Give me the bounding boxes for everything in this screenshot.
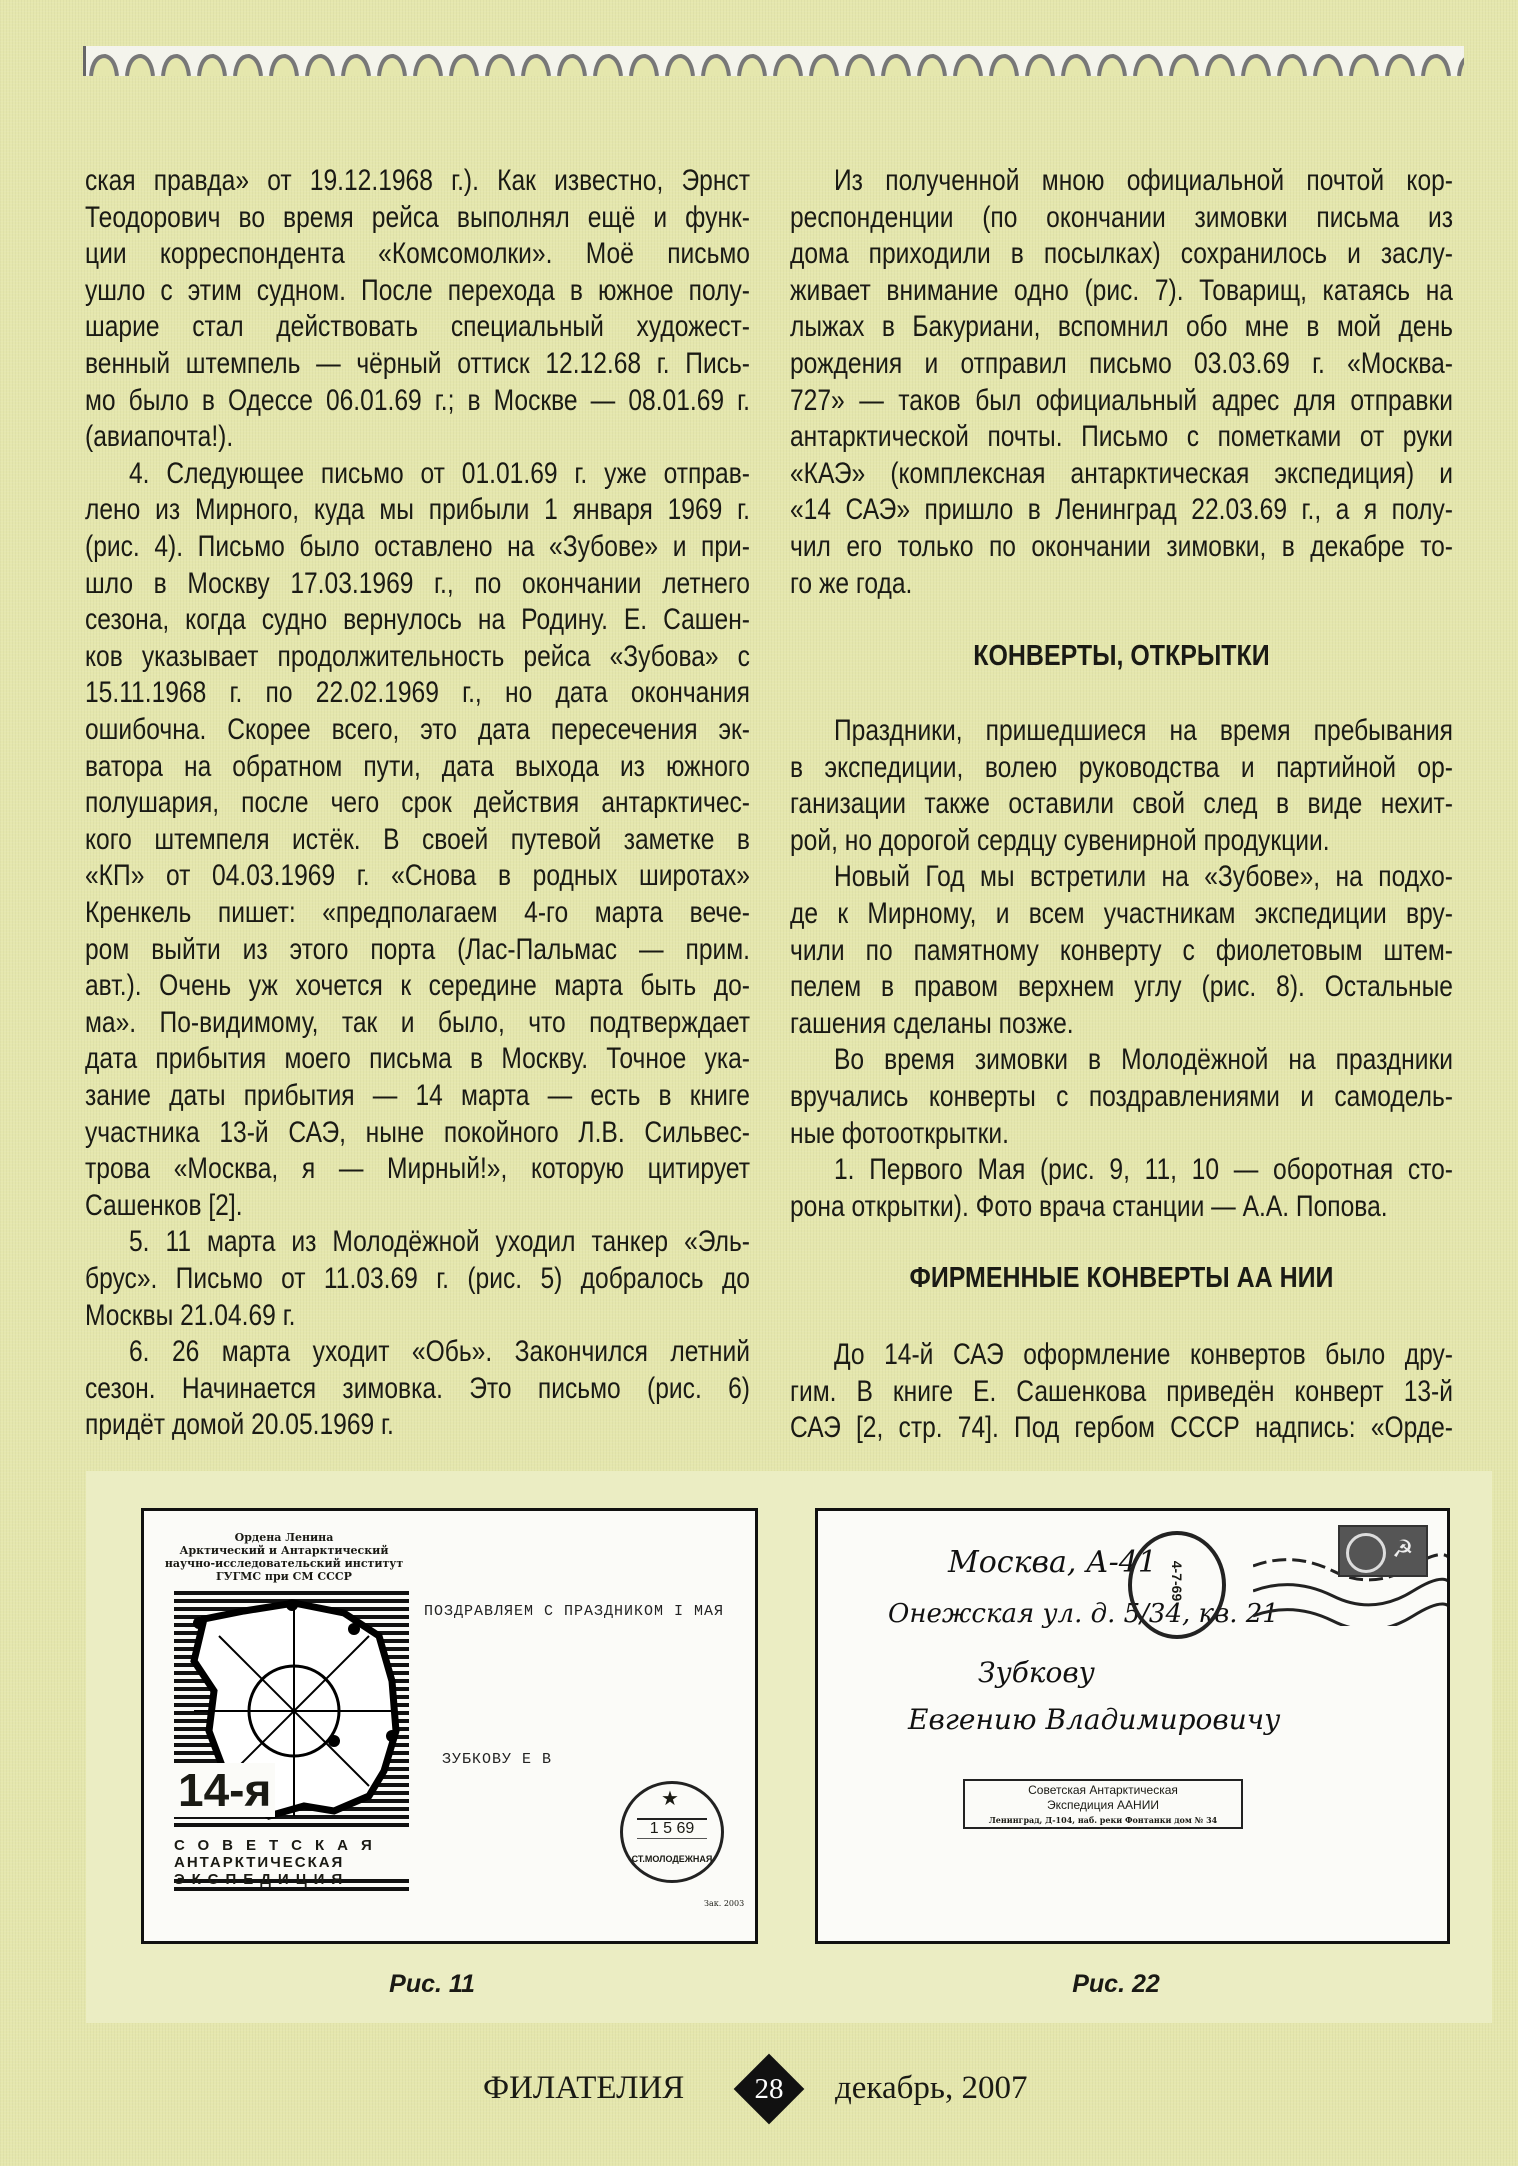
text-line: в экспедиции, волею руководства и партийной ор- xyxy=(790,750,1453,784)
text-line: сезона, когда судно вернулось на Родину. Е. Сашен- xyxy=(85,603,750,637)
page-number: 28 xyxy=(754,2073,784,2105)
text-line: дата прибытия моего письма в Москву. Точное ука- xyxy=(85,1042,750,1076)
text-line: трова «Москва, я — Мирный!», которую цитирует xyxy=(85,1152,750,1186)
text-line: ошибочна. Скорее всего, это дата пересечения эк- xyxy=(85,713,750,746)
addressee-text: ЗУБКОВУ Е В xyxy=(442,1751,553,1768)
text-line: ные фотооткрытки. xyxy=(790,1116,1009,1150)
text-line: ции корреспондента «Комсомолки». Моё письмо xyxy=(85,237,750,271)
text-line: кого штемпеля истёк. В своей путевой заметке в xyxy=(85,822,750,856)
text-line: придёт домой 20.05.1969 г. xyxy=(85,1408,394,1442)
text-line: пелем в правом верхнем углу (рис. 8). Остальные xyxy=(790,970,1453,1004)
expedition-return-stamp: Советская Антарктическая Экспедиция ААНИИ Ленинград, Д-104, наб. реки Фонтанки дом № 34 xyxy=(963,1779,1243,1829)
text-line: брус». Письмо от 11.03.69 г. (рис. 5) добралось до xyxy=(85,1262,750,1295)
handwritten-surname: Зубкову xyxy=(978,1656,1095,1689)
coat-of-arms-icon xyxy=(1346,1533,1386,1573)
text-line: шарие стал действовать специальный художест- xyxy=(85,310,750,344)
text-line: ков указывает продолжительность рейса «Зубова» с xyxy=(85,639,750,673)
text-line: Праздники, пришедшиеся на время пребывания xyxy=(834,714,1453,747)
text-line: 727» — таков был официальный адрес для отправки xyxy=(790,383,1453,417)
text-line: Во время зимовки в Молодёжной на праздники xyxy=(834,1043,1453,1077)
text-line: лено из Мирного, куда мы прибыли 1 января 1969 г. xyxy=(85,493,750,527)
postmark-molodezhnaya: ★ 1 5 69 СТ.МОЛОДЕЖНАЯ xyxy=(620,1781,724,1883)
postmark-moscow: 4-7-69 xyxy=(1128,1531,1226,1639)
text-line: респонденции (по окончании зимовки письма из xyxy=(790,200,1453,234)
text-line: мо было в Одессе 06.01.69 г.; в Москве — 08.01.69 г. xyxy=(85,383,750,417)
text-line: Москвы 21.04.69 г. xyxy=(85,1298,296,1332)
star-icon: ★ xyxy=(661,1788,679,1810)
text-line: дома приходили в посылках) сохранилось и заслу- xyxy=(790,237,1453,271)
decorative-scalloped-border xyxy=(83,46,1464,76)
text-line: (авиапочта!). xyxy=(85,420,234,454)
text-line: ватора на обратном пути, дата выхода из южного xyxy=(85,749,750,783)
figure-22-caption: Рис. 22 xyxy=(1072,1970,1160,1998)
text-line: «КАЭ» (комплексная антарктическая экспедиция) и xyxy=(790,456,1453,490)
magazine-title: ФИЛАТЕЛИЯ xyxy=(483,2070,685,2106)
text-line: рождения и отправил письмо 03.03.69 г. «Москва- xyxy=(790,347,1453,380)
figure-11-caption: Рис. 11 xyxy=(389,1970,475,1998)
handwritten-city: Москва, А-41 xyxy=(948,1545,1157,1580)
text-line: рой, но дорогой сердцу сувенирной продукции. xyxy=(790,823,1330,857)
text-line: ская правда» от 19.12.1968 г.). Как известно, Эрнст xyxy=(85,164,750,197)
text-line: шло в Москву 17.03.1969 г., по окончании летнего xyxy=(85,566,750,600)
left-text-column xyxy=(85,163,750,1453)
text-line: рона открытки). Фото врача станции — А.А. Попова. xyxy=(790,1189,1388,1223)
text-line: чил его только по окончании зимовки, в декабре то- xyxy=(790,530,1453,563)
text-line: венный штемпель — чёрный оттиск 12.12.68 г. Пись- xyxy=(85,347,750,380)
text-line: «КП» от 04.03.1969 г. «Снова в родных широтах» xyxy=(85,859,750,893)
text-line: Из полученной мною официальной почтой кор- xyxy=(834,164,1453,197)
right-text-block-1 xyxy=(790,163,1453,603)
print-note: Зак. 2003 xyxy=(704,1899,745,1908)
section-heading-envelopes-postcards: КОНВЕРТЫ, ОТКРЫТКИ xyxy=(973,640,1270,672)
text-line: Сашенков [2]. xyxy=(85,1188,243,1222)
text-line: го же года. xyxy=(790,566,913,600)
right-text-block-2 xyxy=(790,713,1453,1233)
text-line: «14 САЭ» пришло в Ленинград 22.03.69 г., а я полу- xyxy=(790,493,1453,527)
greeting-text: ПОЗДРАВЛЯЕМ С ПРАЗДНИКОМ I МАЯ xyxy=(424,1603,725,1620)
text-line: САЭ [2, стр. 74]. Под гербом СССР надпись: «Орде- xyxy=(790,1411,1453,1445)
expedition-name: СОВЕТСКАЯ АНТАРКТИЧЕСКАЯ ЭКСПЕДИЦИЯ xyxy=(174,1837,385,1888)
text-line: де к Мирному, и всем участникам экспедиции вру- xyxy=(790,897,1453,930)
handwritten-name: Евгению Владимировичу xyxy=(908,1703,1281,1736)
text-line: 15.11.1968 г. по 22.02.1969 г., но дата окончания xyxy=(85,676,750,710)
text-line: полушария, после чего срок действия антарктичес- xyxy=(85,786,750,820)
text-line: чили по памятному конверту с фиолетовым штем- xyxy=(790,933,1453,967)
text-line: ганизации также оставили свой след в виде нехит- xyxy=(790,787,1453,821)
text-line: ушло с этим судном. После перехода в южное полу- xyxy=(85,273,750,307)
text-line: До 14-й САЭ оформление конвертов было дру- xyxy=(834,1338,1453,1371)
figure-22-envelope xyxy=(815,1508,1450,1944)
expedition-number-label: 14-я xyxy=(174,1763,275,1817)
text-line: авт.). Очень уж хочется к середине марта быть до- xyxy=(85,969,750,1003)
text-line: ром выйти из этого порта (Лас-Пальмас — прим. xyxy=(85,932,750,966)
text-line: 1. Первого Мая (рис. 9, 11, 10 — оборотная сто- xyxy=(834,1153,1453,1187)
issue-date: декабрь, 2007 xyxy=(835,2070,1028,2106)
text-line: ма». По-видимому, так и было, что подтверждает xyxy=(85,1005,750,1039)
text-line: Кренкель пишет: «предполагаем 4-го марта вече- xyxy=(85,896,750,929)
hammer-sickle-icon: ☭ xyxy=(1392,1536,1414,1563)
text-line: живает внимание одно (рис. 7). Товарищ, катаясь на xyxy=(790,273,1453,307)
text-line: гашения сделаны позже. xyxy=(790,1006,1074,1040)
text-line: участника 13-й САЭ, ныне покойного Л.В. Сильвес- xyxy=(85,1115,750,1149)
text-line: сезон. Начинается зимовка. Это письмо (рис. 6) xyxy=(85,1371,750,1405)
postage-stamp xyxy=(1338,1525,1428,1577)
envelope-header-text: Ордена Ленина Арктический и Антарктический научно-исследовательский институт ГУГМС при СМ СССР xyxy=(164,1531,404,1583)
text-line: лыжах в Бакуриани, вспомнил обо мне в мой день xyxy=(790,310,1453,344)
text-line: антарктической почты. Письмо с пометками от руки xyxy=(790,420,1453,454)
right-text-block-3 xyxy=(790,1337,1453,1447)
text-line: 4. Следующее письмо от 01.01.69 г. уже отправ- xyxy=(129,456,750,490)
text-line: Теодорович во время рейса выполнял ещё и функ- xyxy=(85,200,750,234)
figure-11-envelope xyxy=(141,1508,758,1944)
text-line: 5. 11 марта из Молодёжной уходил танкер «Эль- xyxy=(129,1225,750,1259)
section-heading-branded-envelopes: ФИРМЕННЫЕ КОНВЕРТЫ АА НИИ xyxy=(909,1262,1334,1294)
text-line: вручались конверты с поздравлениями и самодель- xyxy=(790,1080,1453,1113)
text-line: (рис. 4). Письмо было оставлено на «Зубове» и при- xyxy=(85,530,750,563)
text-line: Новый Год мы встретили на «Зубове», на подхо- xyxy=(834,860,1453,894)
handwritten-street: Онежская ул. д. 5/34, кв. 21 xyxy=(888,1599,1279,1629)
text-line: 6. 26 марта уходит «Обь». Закончился летний xyxy=(129,1335,750,1369)
text-line: гим. В книге Е. Сашенкова приведён конверт 13-й xyxy=(790,1374,1453,1408)
text-line: зание даты прибытия — 14 марта — есть в книге xyxy=(85,1079,750,1112)
